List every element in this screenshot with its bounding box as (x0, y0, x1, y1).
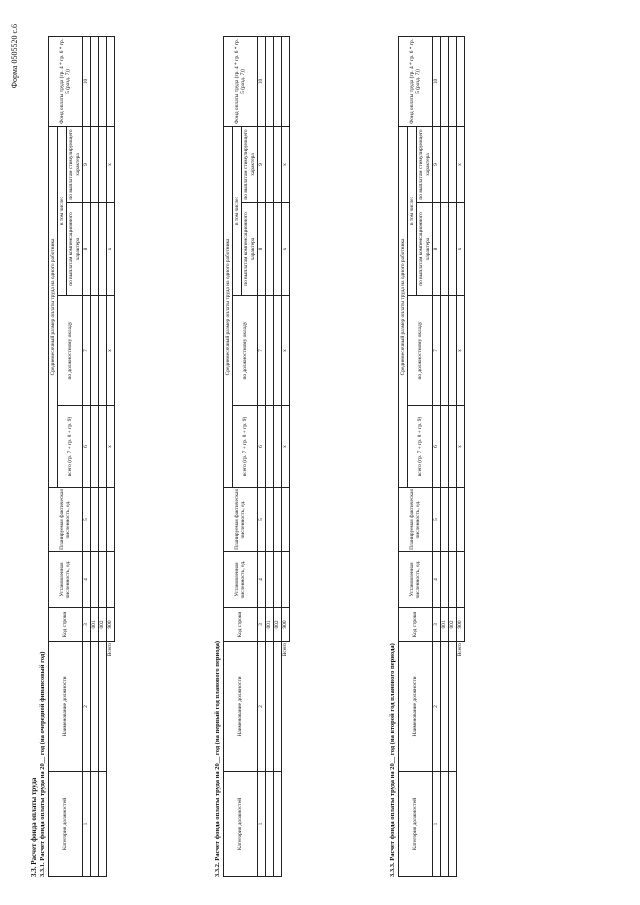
fund-section-3 (388, 37, 465, 877)
column-number: 4 (257, 552, 265, 608)
header-planned-count: Планируемая фактическая численность, ед. (49, 488, 83, 552)
header-category: Категория должностей (399, 772, 433, 877)
fund-section-1 (38, 37, 115, 877)
total-value-cell[interactable] (281, 488, 289, 552)
total-cross-cell: x (281, 296, 289, 406)
value-cell[interactable] (440, 552, 448, 608)
value-cell[interactable] (448, 406, 456, 488)
column-number: 7 (257, 296, 265, 406)
line-code-cell[interactable]: 001 (440, 608, 448, 642)
header-stimulating: по выплатам стимулирующего характера (417, 126, 432, 202)
header-planned-count: Планируемая фактическая численность, ед. (224, 488, 258, 552)
table-row (98, 36, 106, 876)
value-cell[interactable] (90, 296, 98, 406)
column-number: 2 (257, 642, 265, 772)
line-code-cell[interactable]: 002 (98, 608, 106, 642)
section-title: 3.3.2. Расчет фонда оплаты труда на 20__ год (на первый год планового периода) (214, 640, 221, 877)
value-cell[interactable] (273, 642, 281, 772)
header-category: Категория должностей (49, 772, 83, 877)
value-cell[interactable] (98, 552, 106, 608)
value-cell[interactable] (265, 296, 273, 406)
value-cell[interactable] (440, 642, 448, 772)
value-cell[interactable] (90, 488, 98, 552)
header-category: Категория должностей (224, 772, 258, 877)
section-title: 3.3.1. Расчет фонда оплаты труда на 20__ год (на очередной финансовый год) (39, 651, 46, 877)
column-number: 1 (257, 772, 265, 877)
header-in-that: в том числе: (58, 126, 67, 295)
column-number-row (432, 36, 440, 876)
value-cell[interactable] (440, 772, 448, 877)
value-cell[interactable] (448, 772, 456, 877)
total-line-code: 900 (456, 608, 464, 642)
column-number: 9 (432, 126, 440, 202)
column-number: 5 (82, 488, 90, 552)
header-compensation: по выплатам компенсационного характера (242, 203, 257, 296)
value-cell[interactable] (440, 296, 448, 406)
value-cell[interactable] (265, 772, 273, 877)
total-cross-cell: x (456, 296, 464, 406)
table-row (440, 36, 448, 876)
total-cross-cell: x (281, 406, 289, 488)
line-code-cell[interactable]: 002 (448, 608, 456, 642)
column-number: 5 (257, 488, 265, 552)
value-cell[interactable] (273, 772, 281, 877)
total-line-code: 900 (106, 608, 114, 642)
total-value-cell[interactable] (106, 552, 114, 608)
header-avg-pay-group: Среднемесячный размер оплаты труда на одного работника (399, 126, 408, 487)
value-cell[interactable] (265, 126, 273, 202)
header-position: Наименование должности (399, 642, 433, 772)
total-value-cell[interactable] (456, 488, 464, 552)
header-avg-pay-group: Среднемесячный размер оплаты труда на одного работника (49, 126, 58, 487)
header-avg-pay-group: Среднемесячный размер оплаты труда на одного работника (224, 126, 233, 487)
column-number: 3 (257, 608, 265, 642)
header-in-that: в том числе: (233, 126, 242, 295)
value-cell[interactable] (90, 642, 98, 772)
column-number: 9 (257, 126, 265, 202)
value-cell[interactable] (273, 36, 281, 126)
value-cell[interactable] (98, 488, 106, 552)
column-number: 7 (432, 296, 440, 406)
column-number: 3 (432, 608, 440, 642)
column-number: 7 (82, 296, 90, 406)
table-row (448, 36, 456, 876)
value-cell[interactable] (448, 203, 456, 296)
header-total: всего (гр. 7 + гр. 8 + гр. 9) (58, 406, 83, 488)
header-payroll-fund: Фонд оплаты труда (гр. 4 * гр. 6 * гр. 5 (разд. 7)) (49, 36, 83, 126)
total-cross-cell: x (281, 126, 289, 202)
column-number: 8 (82, 203, 90, 296)
total-label: Всего (106, 642, 114, 877)
header-established-count: Установленная численность, ед. (224, 552, 258, 608)
value-cell[interactable] (440, 36, 448, 126)
header-line-code: Код строки (224, 608, 258, 642)
value-cell[interactable] (90, 203, 98, 296)
column-number: 4 (82, 552, 90, 608)
total-cross-cell: x (106, 126, 114, 202)
header-compensation: по выплатам компенсационного характера (67, 203, 82, 296)
column-number: 2 (432, 642, 440, 772)
value-cell[interactable] (448, 36, 456, 126)
value-cell[interactable] (448, 488, 456, 552)
header-planned-count: Планируемая фактическая численность, ед. (399, 488, 433, 552)
header-total: всего (гр. 7 + гр. 8 + гр. 9) (233, 406, 258, 488)
value-cell[interactable] (90, 552, 98, 608)
value-cell[interactable] (273, 126, 281, 202)
header-position: Наименование должности (224, 642, 258, 772)
value-cell[interactable] (98, 296, 106, 406)
total-row (456, 36, 464, 876)
column-number-row (82, 36, 90, 876)
header-line-code: Код строки (399, 608, 433, 642)
column-number: 9 (82, 126, 90, 202)
header-stimulating: по выплатам стимулирующего характера (242, 126, 257, 202)
section-heading: 3.3. Расчет фонда оплаты труда (30, 777, 38, 877)
table-row (273, 36, 281, 876)
total-value-cell[interactable] (281, 36, 289, 126)
value-cell[interactable] (448, 642, 456, 772)
value-cell[interactable] (448, 126, 456, 202)
value-cell[interactable] (440, 126, 448, 202)
value-cell[interactable] (98, 406, 106, 488)
value-cell[interactable] (448, 296, 456, 406)
total-row (281, 36, 289, 876)
line-code-cell[interactable]: 002 (273, 608, 281, 642)
header-in-that: в том числе: (408, 126, 417, 295)
value-cell[interactable] (273, 203, 281, 296)
header-payroll-fund: Фонд оплаты труда (гр. 4 * гр. 6 * гр. 5 (разд. 7)) (224, 36, 258, 126)
value-cell[interactable] (448, 552, 456, 608)
header-salary: по должностному окладу (408, 296, 433, 406)
total-row (106, 36, 114, 876)
column-number: 10 (82, 36, 90, 126)
total-cross-cell: x (281, 203, 289, 296)
total-value-cell[interactable] (106, 36, 114, 126)
total-value-cell[interactable] (456, 36, 464, 126)
value-cell[interactable] (90, 406, 98, 488)
value-cell[interactable] (265, 642, 273, 772)
header-line-code: Код строки (49, 608, 83, 642)
table-row (90, 36, 98, 876)
total-cross-cell: x (106, 296, 114, 406)
form-code: Форма 0505520 с.6 (10, 24, 19, 89)
total-value-cell[interactable] (456, 552, 464, 608)
column-number: 6 (257, 406, 265, 488)
line-code-cell[interactable]: 001 (90, 608, 98, 642)
value-cell[interactable] (90, 126, 98, 202)
total-cross-cell: x (106, 406, 114, 488)
value-cell[interactable] (90, 36, 98, 126)
total-cross-cell: x (456, 126, 464, 202)
fund-section-2 (213, 37, 290, 877)
section-title: 3.3.3. Расчет фонда оплаты труда на 20__ год (на второй год планового периода) (389, 643, 396, 877)
column-number: 8 (257, 203, 265, 296)
value-cell[interactable] (98, 203, 106, 296)
total-cross-cell: x (456, 406, 464, 488)
header-established-count: Установленная численность, ед. (49, 552, 83, 608)
value-cell[interactable] (273, 296, 281, 406)
value-cell[interactable] (273, 406, 281, 488)
header-compensation: по выплатам компенсационного характера (417, 203, 432, 296)
column-number: 5 (432, 488, 440, 552)
header-total: всего (гр. 7 + гр. 8 + гр. 9) (408, 406, 433, 488)
column-number: 1 (432, 772, 440, 877)
header-payroll-fund: Фонд оплаты труда (гр. 4 * гр. 6 * гр. 5 (разд. 7)) (399, 36, 433, 126)
column-number: 6 (82, 406, 90, 488)
header-position: Наименование должности (49, 642, 83, 772)
value-cell[interactable] (265, 406, 273, 488)
fund-table (223, 36, 290, 877)
total-value-cell[interactable] (106, 488, 114, 552)
column-number: 6 (432, 406, 440, 488)
value-cell[interactable] (265, 203, 273, 296)
value-cell[interactable] (440, 203, 448, 296)
fund-table (398, 36, 465, 877)
value-cell[interactable] (98, 642, 106, 772)
table-row (265, 36, 273, 876)
value-cell[interactable] (98, 126, 106, 202)
value-cell[interactable] (440, 488, 448, 552)
header-salary: по должностному окладу (58, 296, 83, 406)
column-number: 10 (432, 36, 440, 126)
total-value-cell[interactable] (281, 552, 289, 608)
fund-table (48, 36, 115, 877)
header-established-count: Установленная численность, ед. (399, 552, 433, 608)
column-number: 10 (257, 36, 265, 126)
value-cell[interactable] (265, 552, 273, 608)
total-label: Всего (281, 642, 289, 877)
total-cross-cell: x (456, 203, 464, 296)
total-label: Всего (456, 642, 464, 877)
value-cell[interactable] (265, 36, 273, 126)
value-cell[interactable] (98, 772, 106, 877)
value-cell[interactable] (273, 552, 281, 608)
column-number: 2 (82, 642, 90, 772)
column-number: 8 (432, 203, 440, 296)
value-cell[interactable] (273, 488, 281, 552)
total-cross-cell: x (106, 203, 114, 296)
header-salary: по должностному окладу (233, 296, 258, 406)
value-cell[interactable] (90, 772, 98, 877)
column-number: 3 (82, 608, 90, 642)
column-number: 1 (82, 772, 90, 877)
value-cell[interactable] (98, 36, 106, 126)
column-number-row (257, 36, 265, 876)
line-code-cell[interactable]: 001 (265, 608, 273, 642)
header-stimulating: по выплатам стимулирующего характера (67, 126, 82, 202)
column-number: 4 (432, 552, 440, 608)
total-line-code: 900 (281, 608, 289, 642)
value-cell[interactable] (265, 488, 273, 552)
value-cell[interactable] (440, 406, 448, 488)
